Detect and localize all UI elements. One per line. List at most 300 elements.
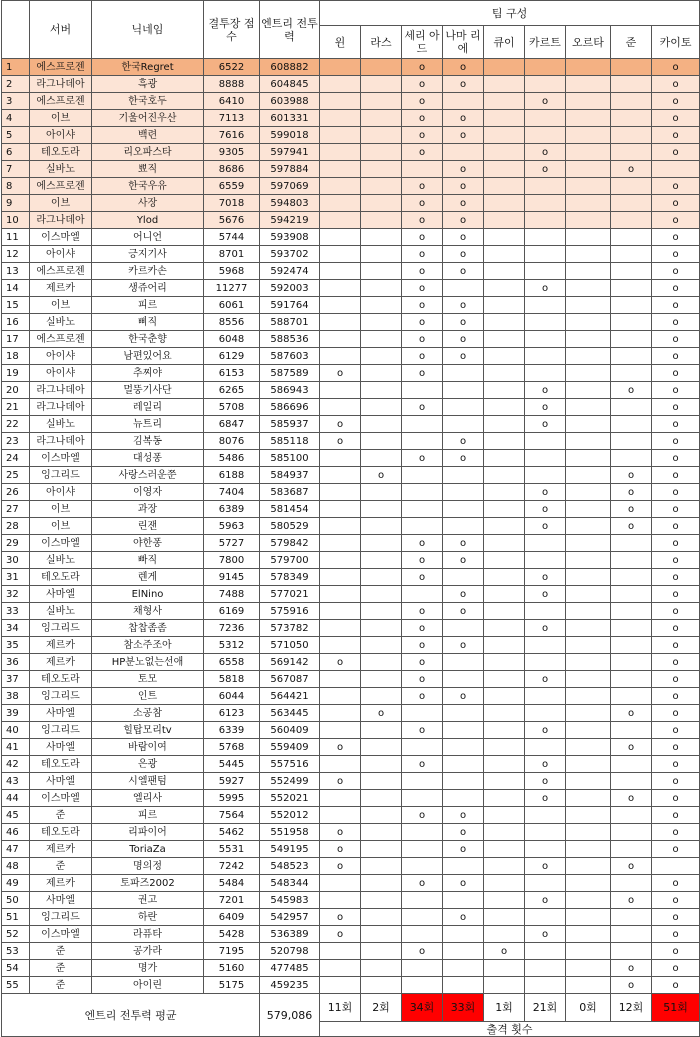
team-cell: [484, 484, 525, 501]
team-cell: [525, 824, 566, 841]
team-cell: [525, 841, 566, 858]
power-cell: 573782: [260, 620, 320, 637]
team-cell: o: [361, 705, 402, 722]
team-cell: o: [402, 229, 443, 246]
team-cell: [566, 756, 611, 773]
power-cell: 577021: [260, 586, 320, 603]
team-cell: [611, 178, 652, 195]
team-header: 팀 구성: [320, 1, 700, 26]
score-cell: 5312: [204, 637, 260, 654]
team-cell: [484, 76, 525, 93]
team-cell: [402, 586, 443, 603]
team-cell: [566, 399, 611, 416]
power-cell: 578349: [260, 569, 320, 586]
team-cell: [484, 603, 525, 620]
team-cell: [402, 773, 443, 790]
team-cell: [361, 722, 402, 739]
server-cell: 준: [30, 977, 92, 994]
score-cell: 5768: [204, 739, 260, 756]
team-cell: o: [525, 586, 566, 603]
team-cell: [611, 824, 652, 841]
server-cell: 이브: [30, 195, 92, 212]
rank-cell: 12: [2, 246, 30, 263]
team-cell: o: [443, 348, 484, 365]
team-cell: [611, 926, 652, 943]
team-cell: [566, 909, 611, 926]
table-row: [2, 637, 700, 654]
team-cell: o: [652, 926, 700, 943]
server-cell: 잉그리드: [30, 722, 92, 739]
rank-cell: 55: [2, 977, 30, 994]
nickname-cell: 은광: [92, 756, 204, 773]
team-cell: o: [320, 926, 361, 943]
nickname-cell: 레일리: [92, 399, 204, 416]
team-cell: [361, 773, 402, 790]
team-cell: [484, 297, 525, 314]
power-cell: 601331: [260, 110, 320, 127]
rank-cell: 22: [2, 416, 30, 433]
table-row: [2, 841, 700, 858]
team-cell: [361, 620, 402, 637]
team-cell: [361, 926, 402, 943]
team-cell: o: [320, 654, 361, 671]
team-cell: [566, 586, 611, 603]
team-cell: [484, 161, 525, 178]
score-cell: 5818: [204, 671, 260, 688]
nickname-cell: ToriaZa: [92, 841, 204, 858]
team-cell: o: [652, 76, 700, 93]
rank-cell: 54: [2, 960, 30, 977]
nickname-cell: HP분노없는선애: [92, 654, 204, 671]
rank-cell: 48: [2, 858, 30, 875]
team-cell: [320, 552, 361, 569]
score-cell: 7236: [204, 620, 260, 637]
team-cell: [402, 790, 443, 807]
team-cell: [525, 331, 566, 348]
team-cell: [443, 93, 484, 110]
team-cell: [361, 433, 402, 450]
team-cell: o: [402, 620, 443, 637]
server-cell: 실바노: [30, 603, 92, 620]
team-cell: o: [443, 212, 484, 229]
team-cell: [320, 76, 361, 93]
score-cell: 7201: [204, 892, 260, 909]
team-cell: o: [652, 178, 700, 195]
team-cell: [443, 722, 484, 739]
team-cell: [611, 569, 652, 586]
rank-cell: 10: [2, 212, 30, 229]
team-cell: [611, 807, 652, 824]
team-cell: [443, 773, 484, 790]
team-cell: [611, 144, 652, 161]
team-cell: [525, 263, 566, 280]
team-cell: [320, 348, 361, 365]
power-cell: 585118: [260, 433, 320, 450]
table-row: [2, 620, 700, 637]
character-header: 나마 리에: [443, 26, 484, 59]
team-cell: [484, 773, 525, 790]
team-cell: o: [402, 875, 443, 892]
team-cell: [566, 348, 611, 365]
server-cell: 잉그리드: [30, 620, 92, 637]
server-cell: 아이샤: [30, 348, 92, 365]
team-cell: [402, 382, 443, 399]
team-cell: [320, 229, 361, 246]
team-cell: o: [652, 365, 700, 382]
table-row: [2, 416, 700, 433]
team-cell: o: [320, 365, 361, 382]
nickname-cell: 김복동: [92, 433, 204, 450]
score-cell: 8556: [204, 314, 260, 331]
team-cell: [566, 297, 611, 314]
team-cell: [320, 620, 361, 637]
team-cell: [484, 348, 525, 365]
team-cell: [402, 416, 443, 433]
team-cell: [525, 365, 566, 382]
team-cell: [361, 348, 402, 365]
table-row: [2, 569, 700, 586]
team-cell: [320, 59, 361, 76]
server-cell: 이브: [30, 518, 92, 535]
team-cell: [484, 518, 525, 535]
server-cell: 사마엘: [30, 586, 92, 603]
team-cell: o: [525, 399, 566, 416]
team-cell: [484, 195, 525, 212]
team-cell: [484, 722, 525, 739]
team-cell: [611, 365, 652, 382]
team-cell: o: [652, 892, 700, 909]
team-cell: o: [652, 348, 700, 365]
team-cell: o: [611, 484, 652, 501]
nickname-cell: 사랑스러운쭌: [92, 467, 204, 484]
entry-power-header: 엔트리 전투력: [260, 1, 320, 59]
team-cell: o: [402, 569, 443, 586]
team-cell: o: [611, 858, 652, 875]
table-row: [2, 892, 700, 909]
team-cell: o: [611, 705, 652, 722]
table-row: [2, 178, 700, 195]
team-cell: [484, 858, 525, 875]
rank-cell: 1: [2, 59, 30, 76]
score-cell: 6389: [204, 501, 260, 518]
server-cell: 제르카: [30, 654, 92, 671]
server-cell: 테오도라: [30, 671, 92, 688]
team-cell: o: [611, 892, 652, 909]
team-cell: [443, 484, 484, 501]
team-cell: o: [402, 637, 443, 654]
team-cell: [361, 263, 402, 280]
team-cell: [443, 705, 484, 722]
server-cell: 아이샤: [30, 365, 92, 382]
team-cell: [402, 467, 443, 484]
ranking-table: [1, 0, 700, 1037]
power-cell: 580529: [260, 518, 320, 535]
score-cell: 9305: [204, 144, 260, 161]
nickname-cell: 한국호두: [92, 93, 204, 110]
team-cell: [361, 178, 402, 195]
team-cell: o: [402, 399, 443, 416]
team-cell: [484, 314, 525, 331]
server-cell: 준: [30, 943, 92, 960]
team-cell: o: [652, 722, 700, 739]
power-cell: 545983: [260, 892, 320, 909]
score-cell: 6169: [204, 603, 260, 620]
count-cell: 1회: [484, 994, 525, 1022]
team-cell: [484, 586, 525, 603]
table-row: [2, 467, 700, 484]
team-cell: o: [402, 110, 443, 127]
team-cell: o: [611, 467, 652, 484]
character-header: 큐이: [484, 26, 525, 59]
score-cell: 6048: [204, 331, 260, 348]
team-cell: [361, 807, 402, 824]
rank-cell: 42: [2, 756, 30, 773]
team-cell: [566, 722, 611, 739]
team-cell: [566, 875, 611, 892]
nickname-cell: 멀뚱기사단: [92, 382, 204, 399]
team-cell: o: [652, 756, 700, 773]
team-cell: [320, 314, 361, 331]
team-cell: [611, 212, 652, 229]
team-cell: o: [652, 382, 700, 399]
character-header: 카이토: [652, 26, 700, 59]
team-cell: [611, 603, 652, 620]
team-cell: o: [443, 875, 484, 892]
server-cell: 사마엘: [30, 892, 92, 909]
team-cell: [443, 399, 484, 416]
team-cell: [443, 620, 484, 637]
rank-cell: 18: [2, 348, 30, 365]
table-row: [2, 909, 700, 926]
team-cell: [361, 280, 402, 297]
team-cell: o: [443, 76, 484, 93]
team-cell: [611, 671, 652, 688]
team-cell: [611, 688, 652, 705]
team-cell: [566, 501, 611, 518]
nickname-cell: 렌게: [92, 569, 204, 586]
team-cell: o: [402, 178, 443, 195]
team-cell: [361, 739, 402, 756]
team-cell: o: [402, 365, 443, 382]
team-cell: o: [402, 93, 443, 110]
team-cell: [320, 212, 361, 229]
team-cell: [361, 161, 402, 178]
team-cell: o: [443, 603, 484, 620]
count-cell-highlight: 51회: [652, 994, 700, 1022]
nickname-cell: 뉴트리: [92, 416, 204, 433]
rank-cell: 44: [2, 790, 30, 807]
team-cell: [443, 382, 484, 399]
team-cell: [566, 977, 611, 994]
team-cell: [361, 841, 402, 858]
score-cell: 7616: [204, 127, 260, 144]
rank-cell: 7: [2, 161, 30, 178]
team-cell: o: [611, 790, 652, 807]
team-cell: [525, 229, 566, 246]
team-cell: o: [443, 450, 484, 467]
team-cell: [525, 110, 566, 127]
team-cell: o: [402, 552, 443, 569]
power-cell: 592003: [260, 280, 320, 297]
nickname-cell: 소공참: [92, 705, 204, 722]
team-cell: o: [320, 773, 361, 790]
team-cell: [525, 178, 566, 195]
team-cell: o: [443, 331, 484, 348]
power-cell: 477485: [260, 960, 320, 977]
table-row: [2, 807, 700, 824]
team-cell: [320, 518, 361, 535]
team-cell: o: [443, 229, 484, 246]
team-cell: o: [652, 246, 700, 263]
team-cell: [320, 807, 361, 824]
nickname-cell: 엘리사: [92, 790, 204, 807]
power-cell: 579842: [260, 535, 320, 552]
team-cell: o: [652, 705, 700, 722]
rank-cell: 52: [2, 926, 30, 943]
team-cell: o: [652, 93, 700, 110]
team-cell: [484, 110, 525, 127]
team-cell: o: [525, 926, 566, 943]
nickname-cell: 토모: [92, 671, 204, 688]
team-cell: o: [402, 263, 443, 280]
team-cell: [611, 263, 652, 280]
table-row: [2, 654, 700, 671]
team-cell: [402, 484, 443, 501]
team-cell: [566, 705, 611, 722]
rank-cell: 4: [2, 110, 30, 127]
score-cell: 7242: [204, 858, 260, 875]
rank-cell: 35: [2, 637, 30, 654]
power-cell: 542957: [260, 909, 320, 926]
character-header: 세리 아드: [402, 26, 443, 59]
rank-cell: 11: [2, 229, 30, 246]
team-cell: [320, 586, 361, 603]
team-cell: [566, 467, 611, 484]
team-cell: [484, 399, 525, 416]
team-cell: [402, 960, 443, 977]
score-cell: 9145: [204, 569, 260, 586]
nickname-cell: 바람이여: [92, 739, 204, 756]
team-cell: [566, 552, 611, 569]
table-row: [2, 127, 700, 144]
rank-cell: 34: [2, 620, 30, 637]
team-cell: [361, 518, 402, 535]
team-cell: o: [652, 637, 700, 654]
team-cell: [611, 535, 652, 552]
team-cell: o: [402, 535, 443, 552]
team-cell: o: [443, 637, 484, 654]
nickname-cell: 명가: [92, 960, 204, 977]
rank-cell: 16: [2, 314, 30, 331]
score-cell: 6044: [204, 688, 260, 705]
team-cell: [525, 348, 566, 365]
team-cell: [566, 178, 611, 195]
rank-cell: 13: [2, 263, 30, 280]
team-cell: [484, 416, 525, 433]
nickname-cell: 한국우유: [92, 178, 204, 195]
score-cell: 6409: [204, 909, 260, 926]
score-cell: 11277: [204, 280, 260, 297]
server-cell: 테오도라: [30, 756, 92, 773]
rank-cell: 8: [2, 178, 30, 195]
team-cell: [361, 977, 402, 994]
team-cell: [361, 127, 402, 144]
team-cell: [611, 280, 652, 297]
server-cell: 에스프로젠: [30, 93, 92, 110]
score-cell: 5927: [204, 773, 260, 790]
nickname-cell: 토파즈2002: [92, 875, 204, 892]
team-cell: [361, 450, 402, 467]
team-cell: [566, 246, 611, 263]
team-cell: [484, 467, 525, 484]
arena-score-header: 결투장 점수: [204, 1, 260, 59]
team-cell: o: [525, 382, 566, 399]
team-cell: [320, 399, 361, 416]
score-cell: 6847: [204, 416, 260, 433]
team-cell: o: [652, 144, 700, 161]
table-row: [2, 943, 700, 960]
nickname-cell: Ylod: [92, 212, 204, 229]
rank-cell: 37: [2, 671, 30, 688]
team-cell: [361, 654, 402, 671]
team-cell: [652, 858, 700, 875]
team-cell: [361, 824, 402, 841]
server-header: 서버: [30, 1, 92, 59]
power-cell: 594803: [260, 195, 320, 212]
team-cell: [402, 892, 443, 909]
rank-cell: 30: [2, 552, 30, 569]
power-cell: 586943: [260, 382, 320, 399]
score-cell: 6522: [204, 59, 260, 76]
team-cell: o: [652, 297, 700, 314]
team-cell: [443, 977, 484, 994]
team-cell: [484, 977, 525, 994]
team-cell: [361, 569, 402, 586]
rank-cell: 2: [2, 76, 30, 93]
rank-cell: 51: [2, 909, 30, 926]
rank-cell: 14: [2, 280, 30, 297]
table-row: [2, 535, 700, 552]
team-cell: o: [525, 280, 566, 297]
team-cell: [320, 977, 361, 994]
team-cell: [611, 195, 652, 212]
power-cell: 592474: [260, 263, 320, 280]
nickname-cell: 뾰직: [92, 161, 204, 178]
power-cell: 599018: [260, 127, 320, 144]
score-cell: 8701: [204, 246, 260, 263]
server-cell: 준: [30, 960, 92, 977]
server-cell: 실바노: [30, 416, 92, 433]
power-cell: 560409: [260, 722, 320, 739]
nickname-cell: 하란: [92, 909, 204, 926]
power-cell: 591764: [260, 297, 320, 314]
rank-cell: 23: [2, 433, 30, 450]
team-cell: o: [402, 943, 443, 960]
team-cell: o: [402, 246, 443, 263]
nickname-cell: 리파이어: [92, 824, 204, 841]
team-cell: o: [320, 909, 361, 926]
team-cell: o: [443, 161, 484, 178]
nickname-cell: 한국춘향: [92, 331, 204, 348]
team-cell: o: [525, 501, 566, 518]
team-cell: o: [402, 144, 443, 161]
team-cell: [361, 603, 402, 620]
team-cell: [320, 263, 361, 280]
team-cell: o: [320, 858, 361, 875]
team-cell: [320, 960, 361, 977]
rank-cell: 49: [2, 875, 30, 892]
team-cell: [443, 739, 484, 756]
